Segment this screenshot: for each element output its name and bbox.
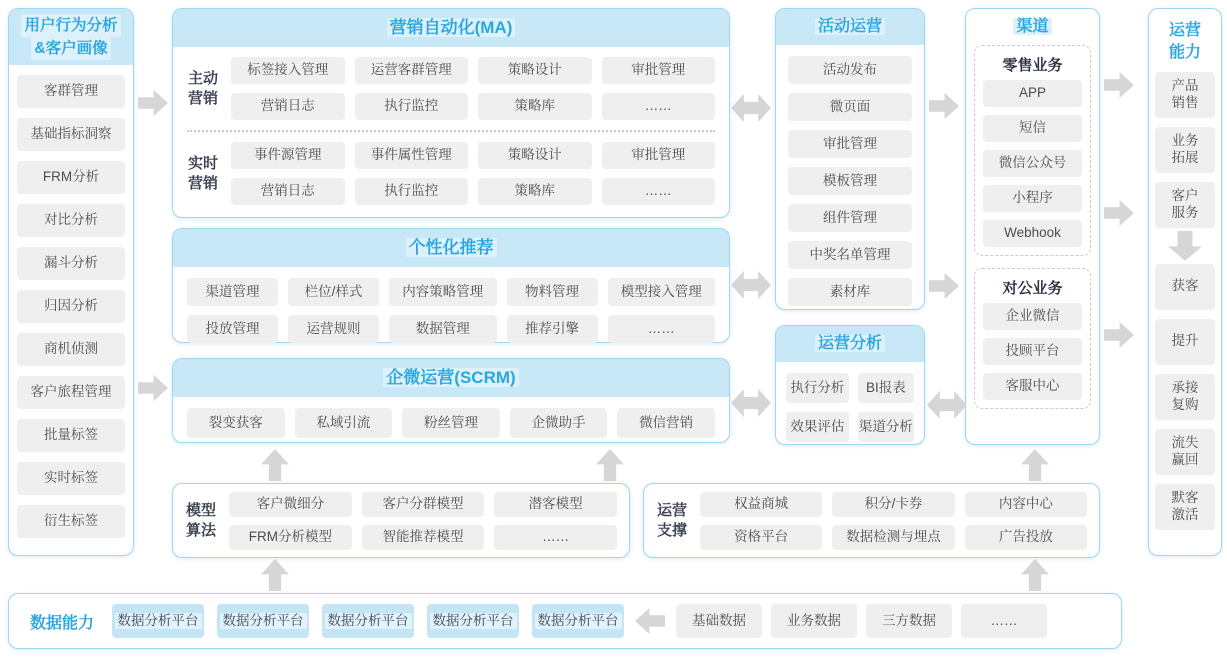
- scrm-item: 微信营销: [617, 408, 715, 438]
- recommend-item: 模型接入管理: [608, 278, 715, 306]
- campaign-item: 中奖名单管理: [788, 241, 912, 269]
- support-item: 内容中心: [965, 492, 1087, 517]
- scrm-grid: [173, 397, 729, 449]
- data-platform-item: 数据分析平台: [112, 604, 204, 638]
- capability-item: 获客: [1155, 264, 1215, 310]
- model-item: FRM分析模型: [229, 525, 352, 550]
- recommend-title-text: 个性化推荐: [406, 238, 497, 257]
- ma-active-item: 策略设计: [478, 57, 592, 84]
- recommend-item: 物料管理: [507, 278, 598, 306]
- analysis-item: BI报表: [858, 373, 914, 403]
- data-source-list: [676, 604, 1047, 638]
- arrow-down-icon: [1168, 231, 1202, 261]
- data-source-item: 三方数据: [866, 604, 952, 638]
- model-item: 客户分群模型: [362, 492, 485, 517]
- scrm-item: 粉丝管理: [402, 408, 500, 438]
- capability-column: [1149, 9, 1221, 555]
- panel-campaign: [775, 8, 925, 310]
- arrow-right-icon: [1104, 72, 1134, 98]
- recommend-item: ……: [608, 315, 715, 343]
- panel-recommend: [172, 228, 730, 343]
- arrow-right-icon: [138, 375, 168, 401]
- panel-user-behavior-title: [9, 9, 133, 65]
- ma-realtime-label: 实时营销: [187, 155, 218, 192]
- model-item: ……: [494, 525, 617, 550]
- recommend-item: 数据管理: [389, 315, 496, 343]
- left-panel-item: 对比分析: [17, 204, 125, 237]
- arrow-up-icon: [261, 449, 289, 481]
- ma-active-item: 营销日志: [231, 93, 345, 120]
- scrm-item: 私域引流: [295, 408, 393, 438]
- support-label: 运营支撑: [656, 502, 687, 539]
- ma-active-group: [173, 47, 729, 130]
- campaign-item: 模板管理: [788, 167, 912, 195]
- arrow-right-icon: [929, 93, 959, 119]
- ma-title-text: 营销自动化(MA): [387, 18, 516, 37]
- panel-capability: [1148, 8, 1222, 556]
- channel-retail-item: 微信公众号: [983, 150, 1082, 177]
- left-panel-item: 基础指标洞察: [17, 118, 125, 151]
- data-platform-item: 数据分析平台: [322, 604, 414, 638]
- models-label: 模型算法: [185, 502, 216, 539]
- left-panel-item: 归因分析: [17, 290, 125, 323]
- model-item: 智能推荐模型: [362, 525, 485, 550]
- channel-corporate-item: 企业微信: [983, 303, 1082, 330]
- campaign-list: [776, 45, 924, 317]
- campaign-item: 活动发布: [788, 56, 912, 84]
- arrow-right-icon: [929, 273, 959, 299]
- scrm-item: 企微助手: [510, 408, 608, 438]
- channel-retail-label: 零售业务: [1002, 57, 1063, 74]
- model-item: 潜客模型: [494, 492, 617, 517]
- channel-retail-item: 短信: [983, 115, 1082, 142]
- campaign-item: 审批管理: [788, 130, 912, 158]
- panel-user-behavior: [8, 8, 134, 556]
- left-panel-item: 实时标签: [17, 462, 125, 495]
- ma-realtime-item: 审批管理: [602, 142, 716, 169]
- panel-ma: [172, 8, 730, 218]
- ma-active-item: 运营客群管理: [355, 57, 469, 84]
- campaign-title: [776, 9, 924, 45]
- arrow-right-icon: [138, 90, 168, 116]
- scrm-title-text: 企微运营(SCRM): [383, 368, 518, 387]
- capability-item: 提升: [1155, 319, 1215, 365]
- arrow-up-icon: [1021, 449, 1049, 481]
- recommend-item: 推荐引擎: [507, 315, 598, 343]
- analysis-title-text: 运营分析: [815, 335, 885, 352]
- capability-item: 业务拓展: [1155, 127, 1215, 173]
- support-item: 积分/卡券: [832, 492, 954, 517]
- ma-realtime-item: 策略库: [478, 178, 592, 205]
- arrow-left-icon: [635, 608, 665, 634]
- support-grid: [700, 492, 1087, 550]
- data-layer-title: 数据能力: [29, 614, 94, 632]
- left-panel-item: 客户旅程管理: [17, 376, 125, 409]
- left-panel-item: 漏斗分析: [17, 247, 125, 280]
- arrow-up-icon: [261, 559, 289, 591]
- capability-title: 运营能力: [1168, 22, 1201, 62]
- support-item: 权益商城: [700, 492, 822, 517]
- models-row: [173, 484, 629, 557]
- panel-models: [172, 483, 630, 558]
- recommend-item: 栏位/样式: [288, 278, 379, 306]
- left-panel-item: 衍生标签: [17, 505, 125, 538]
- channel-corporate-group: [974, 268, 1091, 409]
- capability-item: 默客激活: [1155, 484, 1215, 530]
- ma-realtime-grid: [231, 142, 715, 205]
- recommend-item: 渠道管理: [187, 278, 278, 306]
- arrow-double-horizontal-icon: [731, 389, 771, 417]
- campaign-item: 微页面: [788, 93, 912, 121]
- ma-realtime-item: 营销日志: [231, 178, 345, 205]
- panel-channel: [965, 8, 1100, 445]
- analysis-item: 效果评估: [786, 412, 849, 442]
- channel-retail-group: [974, 45, 1091, 256]
- left-panel-item: 商机侦测: [17, 333, 125, 366]
- data-source-item: 基础数据: [676, 604, 762, 638]
- analysis-grid: [776, 362, 924, 453]
- ma-realtime-group: [173, 132, 729, 215]
- recommend-item: 运营规则: [288, 315, 379, 343]
- scrm-item: 裂变获客: [187, 408, 285, 438]
- model-item: 客户微细分: [229, 492, 352, 517]
- ma-active-item: 执行监控: [355, 93, 469, 120]
- channel-corporate-item: 客服中心: [983, 373, 1082, 400]
- left-panel-item: FRM分析: [17, 161, 125, 194]
- panel-support: [643, 483, 1100, 558]
- arrow-double-horizontal-icon: [731, 94, 771, 122]
- support-item: 广告投放: [965, 525, 1087, 550]
- channel-retail-item: APP: [983, 80, 1082, 107]
- ma-active-grid: [231, 57, 715, 120]
- capability-bottom-list: [1155, 264, 1215, 530]
- arrow-up-icon: [596, 449, 624, 481]
- capability-item: 产品销售: [1155, 72, 1215, 118]
- arrow-up-icon: [1021, 559, 1049, 591]
- arrow-right-icon: [1104, 200, 1134, 226]
- channel-title: [966, 9, 1099, 45]
- channel-retail-list: [983, 80, 1082, 247]
- user-behavior-list: [9, 65, 133, 548]
- support-item: 资格平台: [700, 525, 822, 550]
- recommend-grid: [173, 267, 729, 354]
- ma-realtime-item: 事件源管理: [231, 142, 345, 169]
- channel-retail-item: 小程序: [983, 185, 1082, 212]
- data-platform-list: [112, 604, 624, 638]
- support-item: 数据检测与埋点: [832, 525, 954, 550]
- ma-active-label: 主动营销: [187, 70, 218, 107]
- capability-item: 承接复购: [1155, 374, 1215, 420]
- arrow-right-icon: [1104, 322, 1134, 348]
- recommend-title: [173, 229, 729, 267]
- channel-corporate-label: 对公业务: [1002, 280, 1063, 297]
- analysis-title: [776, 326, 924, 362]
- panel-title-line1: 用户行为分析: [21, 14, 120, 37]
- campaign-item: 素材库: [788, 278, 912, 306]
- panel-data-layer: [8, 593, 1122, 649]
- channel-corporate-item: 投顾平台: [983, 338, 1082, 365]
- capability-item: 流失赢回: [1155, 429, 1215, 475]
- scrm-title: [173, 359, 729, 397]
- ma-realtime-item: 策略设计: [478, 142, 592, 169]
- ma-title: [173, 9, 729, 47]
- ma-realtime-item: 执行监控: [355, 178, 469, 205]
- panel-scrm: [172, 358, 730, 443]
- recommend-item: 内容策略管理: [389, 278, 496, 306]
- panel-title-line2: &客户画像: [31, 37, 110, 60]
- data-source-item: ……: [961, 604, 1047, 638]
- support-row: [644, 484, 1099, 557]
- capability-item: 客户服务: [1155, 182, 1215, 228]
- ma-realtime-item: 事件属性管理: [355, 142, 469, 169]
- ma-active-item: 审批管理: [602, 57, 716, 84]
- data-platform-item: 数据分析平台: [532, 604, 624, 638]
- recommend-item: 投放管理: [187, 315, 278, 343]
- capability-top-list: [1155, 72, 1215, 228]
- data-source-item: 业务数据: [771, 604, 857, 638]
- analysis-item: 渠道分析: [858, 412, 914, 442]
- campaign-item: 组件管理: [788, 204, 912, 232]
- models-grid: [229, 492, 617, 550]
- ma-active-item: 策略库: [478, 93, 592, 120]
- left-panel-item: 批量标签: [17, 419, 125, 452]
- panel-analysis: [775, 325, 925, 445]
- data-platform-item: 数据分析平台: [217, 604, 309, 638]
- analysis-item: 执行分析: [786, 373, 849, 403]
- ma-realtime-item: ……: [602, 178, 716, 205]
- data-platform-item: 数据分析平台: [427, 604, 519, 638]
- campaign-title-text: 活动运营: [815, 18, 885, 35]
- ma-active-item: 标签接入管理: [231, 57, 345, 84]
- left-panel-item: 客群管理: [17, 75, 125, 108]
- channel-corporate-list: [983, 303, 1082, 400]
- ma-active-item: ……: [602, 93, 716, 120]
- channel-retail-item: Webhook: [983, 220, 1082, 247]
- channel-title-text: 渠道: [1013, 18, 1051, 35]
- arrow-double-horizontal-icon: [731, 271, 771, 299]
- arrow-double-horizontal-icon: [927, 391, 967, 419]
